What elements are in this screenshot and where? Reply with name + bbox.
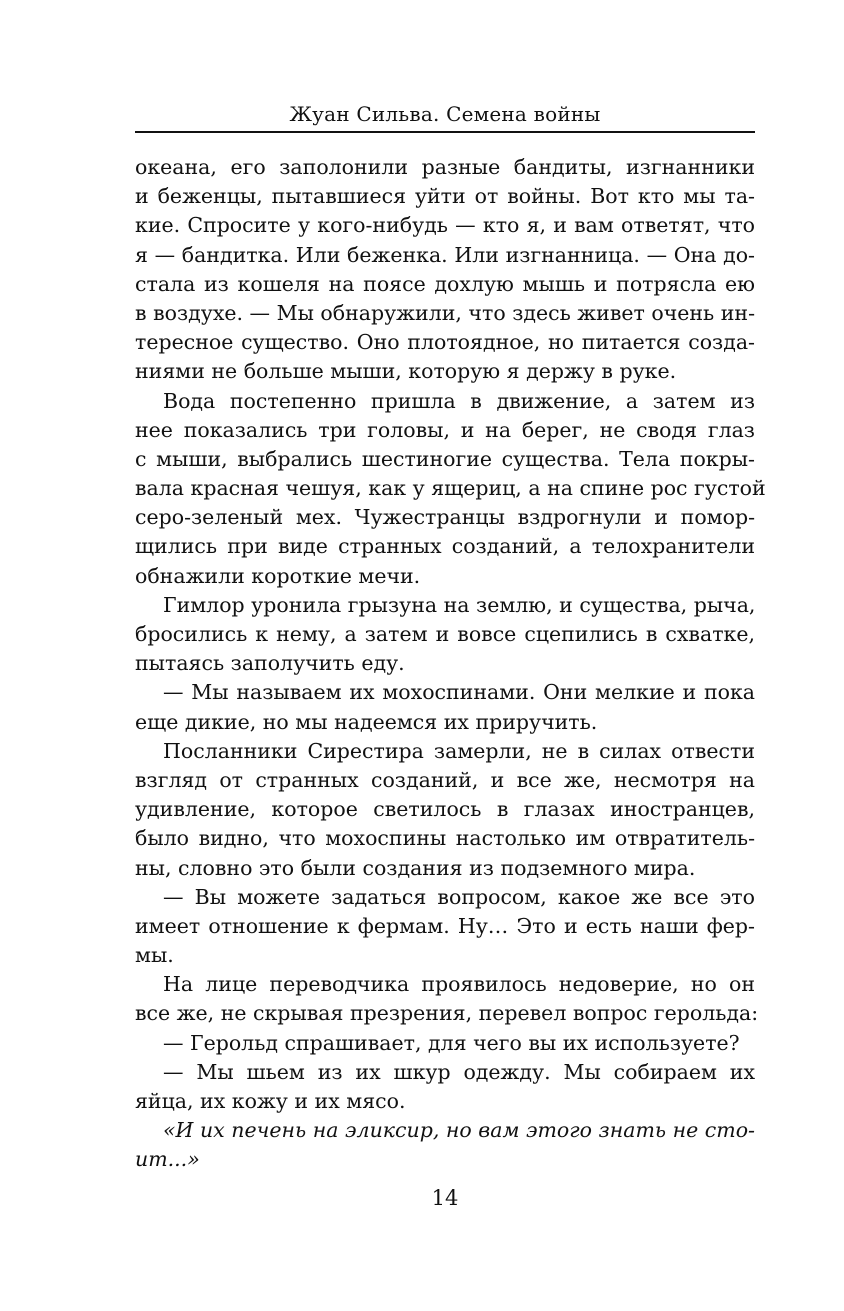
paragraph [135, 970, 759, 1028]
page-number: 14 [431, 1186, 459, 1210]
text-line: Вода постепенно пришла в движение, а затем из [163, 388, 755, 413]
text-line: было видно, что мохоспины настолько им отвратитель- [135, 826, 755, 851]
text-line: пытаясь заполучить еду. [135, 651, 405, 676]
paragraph [135, 737, 755, 883]
text-line: — Герольд спрашивает, для чего вы их используете? [163, 1030, 740, 1055]
text-line: — Вы можете задаться вопросом, какое же все это [163, 884, 755, 909]
text-line: еще дикие, но мы надеемся их приручить. [135, 709, 598, 734]
text-line: и беженцы, пытавшиеся уйти от войны. Вот кто мы та- [135, 184, 755, 209]
text-line: — Мы шьем из их шкур одежду. Мы собираем их [163, 1059, 755, 1084]
text-line: — Мы называем их мохоспинами. Они мелкие и пока [163, 680, 755, 705]
text-line: ны, словно это были создания из подземного мира. [135, 855, 696, 880]
text-line: имеет отношение к фермам. Ну… Это и есть наши фер- [135, 913, 755, 938]
text-line: Посланники Сирестира замерли, не в силах отвести [163, 738, 755, 763]
text-line: вала красная чешуя, как у ящериц, а на спине рос густой [135, 476, 766, 501]
text-line: нее показались три головы, и на берег, не сводя глаз [135, 417, 755, 442]
paragraph [135, 387, 766, 591]
text-line: я — бандитка. Или беженка. Или изгнанница. — Она до- [135, 242, 755, 267]
text-line: серо-зеленый мех. Чужестранцы вздрогнули и помор- [135, 505, 755, 530]
body-text [135, 153, 766, 1175]
text-line: ниями не больше мыши, которую я держу в руке. [135, 359, 677, 384]
text-line: тересное существо. Оно плотоядное, но питается созда- [135, 330, 755, 355]
text-line: мы. [135, 943, 174, 968]
text-line: стала из кошеля на поясе дохлую мышь и потрясла ею [135, 271, 755, 296]
text-line: «И их печень на эликсир, но вам этого знать не сто- [163, 1118, 755, 1143]
paragraph [135, 153, 755, 387]
text-line: яйца, их кожу и их мясо. [135, 1089, 406, 1113]
header-rule [135, 131, 755, 133]
paragraph [135, 1116, 755, 1174]
text-line: кие. Спросите у кого-нибудь — кто я, и вам ответят, что [135, 213, 755, 238]
text-line: взгляд от странных созданий, и все же, несмотря на [135, 767, 755, 792]
text-line: с мыши, выбрались шестиногие существа. Тела покры- [135, 446, 755, 471]
text-line: щились при виде странных созданий, а телохранители [135, 534, 755, 559]
text-line: обнажили короткие мечи. [135, 563, 421, 588]
text-line: бросились к нему, а затем и вовсе сцепились в схватке, [135, 622, 755, 646]
text-line: Гимлор уронила грызуна на землю, и существа, рыча, [163, 592, 756, 617]
text-line: удивление, которое светилось в глазах иностранцев, [135, 797, 755, 822]
paragraph [135, 883, 755, 971]
text-line: все же, не скрывая презрения, перевел вопрос герольда: [135, 1001, 759, 1026]
text-line: ит...» [135, 1147, 200, 1172]
paragraph [135, 1058, 755, 1116]
paragraph [135, 591, 755, 679]
paragraph [135, 1029, 755, 1058]
text-line: На лице переводчика проявилось недоверие, но он [163, 972, 755, 997]
text-line: в воздухе. — Мы обнаружили, что здесь живет очень ин- [135, 300, 755, 325]
paragraph [135, 678, 755, 736]
text-line: океана, его заполонили разные бандиты, изгнанники [135, 155, 755, 179]
running-head: Жуан Сильва. Семена войны [289, 102, 601, 126]
